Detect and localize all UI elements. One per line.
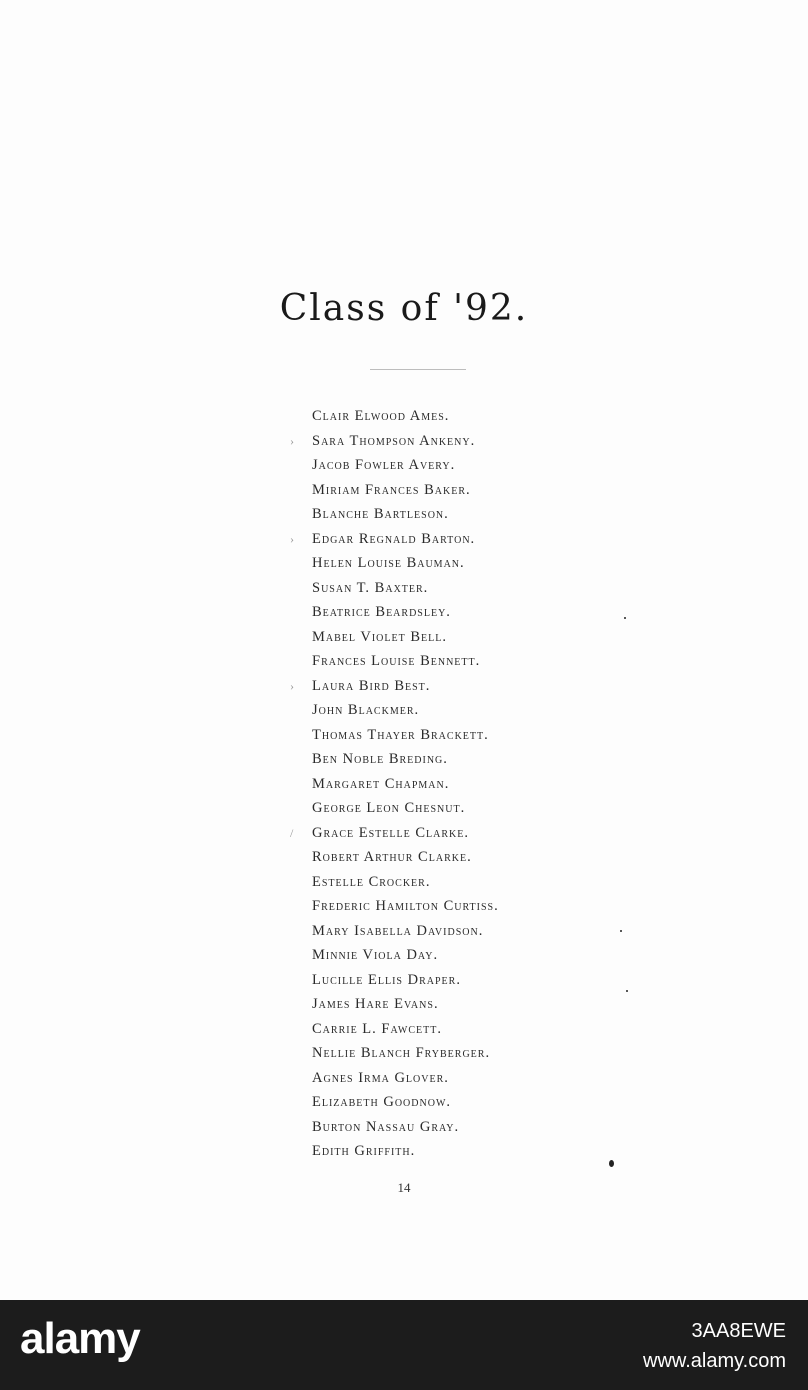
roster-name — [312, 698, 499, 723]
pencil-mark: › — [290, 678, 295, 693]
roster-name-text: Laura Bird Best. — [312, 677, 431, 694]
pencil-mark: / — [290, 825, 295, 840]
roster-name — [290, 527, 499, 552]
roster-name — [312, 404, 499, 429]
page-title: Class of '92. — [279, 288, 529, 329]
roster-name-text: Agnes Irma Glover. — [312, 1069, 449, 1086]
roster-name — [312, 919, 499, 944]
roster-name-text: Nellie Blanch Fryberger. — [312, 1045, 491, 1061]
roster-name-text: Robert Arthur Clarke. — [312, 849, 472, 865]
roster-name-text: Susan T. Baxter. — [312, 579, 429, 596]
roster-name — [312, 649, 499, 674]
roster-name-text: Jacob Fowler Avery. — [312, 457, 456, 473]
alamy-logo: alamy — [20, 1314, 140, 1363]
roster-name — [312, 478, 499, 503]
roster-name-text: Frederic Hamilton Curtiss. — [312, 898, 499, 914]
roster-name — [312, 723, 499, 748]
roster-name-text: Ben Noble Breding. — [312, 751, 448, 767]
roster-name-text: Blanche Bartleson. — [312, 506, 449, 522]
ink-speck — [609, 1160, 614, 1167]
roster-name — [312, 747, 499, 772]
roster-name-text: Margaret Chapman. — [312, 775, 450, 792]
pencil-mark: › — [290, 531, 295, 546]
roster-name — [312, 943, 499, 968]
roster-name-text: Carrie L. Fawcett. — [312, 1020, 442, 1037]
class-roster-list — [290, 404, 499, 1164]
roster-name-text: Mabel Violet Bell. — [312, 628, 447, 645]
page-number: 14 — [397, 1180, 411, 1195]
roster-name — [312, 1041, 499, 1066]
roster-name — [290, 674, 499, 699]
roster-name-text: John Blackmer. — [312, 702, 420, 718]
watermark-footer — [0, 1300, 808, 1390]
site-url: www.alamy.com — [643, 1350, 786, 1372]
roster-name — [312, 1066, 499, 1091]
roster-name-text: Minnie Viola Day. — [312, 947, 439, 963]
roster-name — [312, 772, 499, 797]
roster-name-text: Burton Nassau Gray. — [312, 1118, 460, 1135]
title-divider — [370, 369, 466, 370]
roster-name-text: Grace Estelle Clarke. — [312, 824, 469, 841]
roster-name-text: Frances Louise Bennett. — [312, 653, 481, 669]
roster-name-text: James Hare Evans. — [312, 996, 439, 1012]
roster-name — [312, 894, 499, 919]
roster-name — [312, 968, 499, 993]
roster-name-text: George Leon Chesnut. — [312, 800, 466, 816]
roster-name-text: Mary Isabella Davidson. — [312, 922, 484, 939]
roster-name — [312, 502, 499, 527]
roster-name-text: Estelle Crocker. — [312, 873, 431, 890]
roster-name — [312, 1017, 499, 1042]
roster-name-text: Clair Elwood Ames. — [312, 408, 450, 424]
roster-name-text: Miriam Frances Baker. — [312, 481, 471, 498]
roster-name — [312, 1090, 499, 1115]
roster-name — [312, 600, 499, 625]
ink-speck — [624, 617, 626, 619]
roster-name — [312, 1115, 499, 1140]
roster-name — [290, 821, 499, 846]
roster-name-text: Lucille Ellis Draper. — [312, 971, 461, 988]
roster-name-text: Edgar Regnald Barton. — [312, 530, 476, 547]
ink-speck — [620, 930, 622, 932]
roster-name — [312, 1139, 499, 1164]
roster-name — [312, 625, 499, 650]
roster-name — [312, 870, 499, 895]
ink-speck — [626, 990, 628, 992]
roster-name — [312, 551, 499, 576]
roster-name-text: Helen Louise Bauman. — [312, 555, 465, 571]
pencil-mark: › — [290, 433, 295, 448]
roster-name — [312, 992, 499, 1017]
roster-name — [290, 429, 499, 454]
roster-name — [312, 453, 499, 478]
roster-name-text: Thomas Thayer Brackett. — [312, 726, 489, 743]
roster-name — [312, 576, 499, 601]
roster-name-text: Edith Griffith. — [312, 1143, 416, 1159]
roster-name-text: Sara Thompson Ankeny. — [312, 432, 476, 449]
roster-name — [312, 845, 499, 870]
image-id: 3AA8EWE — [691, 1320, 786, 1342]
roster-name — [312, 796, 499, 821]
roster-name-text: Elizabeth Goodnow. — [312, 1094, 452, 1110]
roster-name-text: Beatrice Beardsley. — [312, 604, 451, 620]
